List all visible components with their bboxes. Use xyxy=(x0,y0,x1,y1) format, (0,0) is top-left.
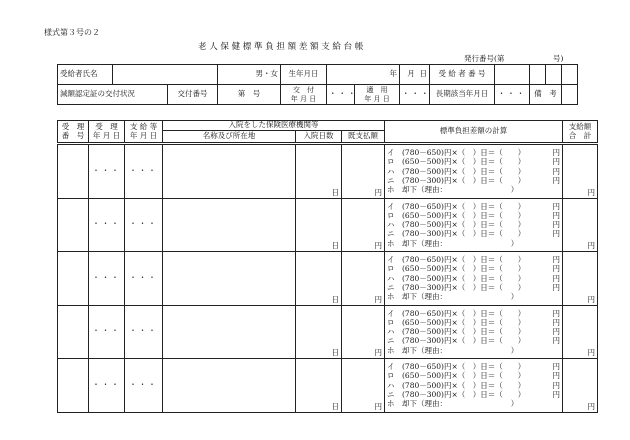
days-cell[interactable]: 日 xyxy=(296,305,342,359)
paid-cell[interactable]: 円 xyxy=(342,359,385,413)
receipt-date-cell[interactable]: ・・・ xyxy=(89,198,125,252)
recipient-number-cell-1[interactable] xyxy=(495,65,530,85)
receipt-number-cell[interactable] xyxy=(58,359,89,413)
apply-date-field[interactable]: ・・・ xyxy=(400,85,430,105)
issue-number-label: 交付番号 xyxy=(168,85,218,105)
recipient-name-field[interactable] xyxy=(113,65,218,85)
receipt-date-cell[interactable]: ・・・ xyxy=(89,359,125,413)
receipt-number-cell[interactable] xyxy=(58,252,89,306)
payment-date-cell[interactable]: ・・・ xyxy=(125,145,163,199)
total-cell[interactable]: 円 xyxy=(563,359,598,413)
calc-line: ホ 却下（理由： ） xyxy=(387,185,519,195)
issue-number-prefix: 発行番号(第 xyxy=(464,54,505,63)
calc-cell[interactable] xyxy=(385,145,563,199)
table-row xyxy=(58,305,598,359)
receipt-date-header: 受 理 年 月 日 xyxy=(89,121,125,143)
table-row xyxy=(58,359,598,413)
days-header: 入院日数 xyxy=(296,131,342,143)
ledger-rows xyxy=(57,144,598,413)
form-number: 様式第３号の２ xyxy=(44,28,100,37)
days-cell[interactable]: 日 xyxy=(296,359,342,413)
ledger-table xyxy=(57,120,598,143)
calc-line: ホ 却下（理由： ） xyxy=(387,238,519,248)
long-term-field[interactable]: ・・・ xyxy=(495,85,530,105)
paid-cell[interactable]: 円 xyxy=(342,198,385,252)
calc-line: ハ (780－500)円×（ ）日＝（ ） 円 xyxy=(387,220,560,230)
remarks-label: 備 考 xyxy=(530,85,562,105)
calc-line: イ (780－650)円×（ ）日＝（ ） 円 xyxy=(387,201,560,211)
hospital-header: 入院をした保険医療機関等 xyxy=(163,121,385,131)
paid-cell[interactable]: 円 xyxy=(342,145,385,199)
calc-cell[interactable] xyxy=(385,198,563,252)
total-cell[interactable]: 円 xyxy=(563,198,598,252)
apply-date-label: 適 用 年 月 日 xyxy=(355,85,400,105)
birth-month-day-field[interactable]: 月 日 xyxy=(400,65,430,85)
calc-cell[interactable] xyxy=(385,252,563,306)
calc-line: ロ (650－500)円×（ ）日＝（ ） 円 xyxy=(387,317,560,327)
paid-header: 既支払額 xyxy=(342,131,385,143)
total-header: 支給額 合 計 xyxy=(563,121,598,143)
receipt-number-cell[interactable] xyxy=(58,198,89,252)
days-cell[interactable]: 日 xyxy=(296,252,342,306)
payment-date-cell[interactable]: ・・・ xyxy=(125,359,163,413)
receipt-date-cell[interactable]: ・・・ xyxy=(89,252,125,306)
calc-line: ニ (780－300)円×（ ）日＝（ ） 円 xyxy=(387,282,560,292)
birth-year-field[interactable]: 年 xyxy=(327,65,400,85)
calc-line: ロ (650－500)円×（ ）日＝（ ） 円 xyxy=(387,210,560,220)
calc-line: ニ (780－300)円×（ ）日＝（ ） 円 xyxy=(387,229,560,239)
remarks-field[interactable] xyxy=(562,85,578,105)
long-term-label: 長期該当年月日 xyxy=(430,85,495,105)
name-address-cell[interactable] xyxy=(163,145,296,199)
days-cell[interactable]: 日 xyxy=(296,198,342,252)
calc-line: ホ 却下（理由： ） xyxy=(387,399,519,409)
name-address-cell[interactable] xyxy=(163,305,296,359)
name-address-cell[interactable] xyxy=(163,198,296,252)
calc-line: ニ (780－300)円×（ ）日＝（ ） 円 xyxy=(387,175,560,185)
calc-cell[interactable] xyxy=(385,305,563,359)
calc-line: ホ 却下（理由： ） xyxy=(387,345,519,355)
issue-date-field[interactable]: ・・・ xyxy=(327,85,355,105)
recipient-name-label: 受給者氏名 xyxy=(58,65,113,85)
total-cell[interactable]: 円 xyxy=(563,305,598,359)
gender-field[interactable]: 男・女 xyxy=(218,65,281,85)
calc-line: ハ (780－500)円×（ ）日＝（ ） 円 xyxy=(387,327,560,337)
calc-line: ハ (780－500)円×（ ）日＝（ ） 円 xyxy=(387,273,560,283)
payment-date-cell[interactable]: ・・・ xyxy=(125,198,163,252)
recipient-info-table xyxy=(57,64,578,105)
days-cell[interactable]: 日 xyxy=(296,145,342,199)
name-address-cell[interactable] xyxy=(163,252,296,306)
calc-line: ロ (650－500)円×（ ）日＝（ ） 円 xyxy=(387,157,560,167)
calc-cell[interactable] xyxy=(385,359,563,413)
payment-date-cell[interactable]: ・・・ xyxy=(125,305,163,359)
calc-line: ハ (780－500)円×（ ）日＝（ ） 円 xyxy=(387,166,560,176)
page-title: 老 人 保 健 標 準 負 担 額 差 額 支 給 台 帳 xyxy=(198,42,364,52)
table-row xyxy=(58,198,598,252)
recipient-number-cell-2[interactable] xyxy=(530,65,546,85)
calc-line: イ (780－650)円×（ ）日＝（ ） 円 xyxy=(387,255,560,265)
issue-number-field[interactable]: 第 号 xyxy=(218,85,281,105)
paid-cell[interactable]: 円 xyxy=(342,252,385,306)
issue-number-suffix: 号) xyxy=(553,54,564,63)
calc-line: ハ (780－500)円×（ ）日＝（ ） 円 xyxy=(387,380,560,390)
issue-date-label: 交 付 年 月 日 xyxy=(281,85,327,105)
table-row xyxy=(58,145,598,199)
total-cell[interactable]: 円 xyxy=(563,252,598,306)
name-address-cell[interactable] xyxy=(163,359,296,413)
calc-line: イ (780－650)円×（ ）日＝（ ） 円 xyxy=(387,362,560,372)
name-address-header: 名称及び所在地 xyxy=(163,131,296,143)
calc-header: 標準負担差額の計算 xyxy=(385,121,563,143)
payment-date-cell[interactable]: ・・・ xyxy=(125,252,163,306)
receipt-number-cell[interactable] xyxy=(58,145,89,199)
receipt-date-cell[interactable]: ・・・ xyxy=(89,305,125,359)
calc-line: ロ (650－500)円×（ ）日＝（ ） 円 xyxy=(387,264,560,274)
receipt-number-cell[interactable] xyxy=(58,305,89,359)
calc-line: ロ (650－500)円×（ ）日＝（ ） 円 xyxy=(387,371,560,381)
calc-line: ニ (780－300)円×（ ）日＝（ ） 円 xyxy=(387,336,560,346)
birth-date-label: 生年月日 xyxy=(281,65,327,85)
recipient-number-cell-3[interactable] xyxy=(546,65,562,85)
total-cell[interactable]: 円 xyxy=(563,145,598,199)
paid-cell[interactable]: 円 xyxy=(342,305,385,359)
receipt-date-cell[interactable]: ・・・ xyxy=(89,145,125,199)
recipient-number-cell-4[interactable] xyxy=(562,65,578,85)
calc-line: ホ 却下（理由： ） xyxy=(387,292,519,302)
table-row xyxy=(58,252,598,306)
calc-line: イ (780－650)円×（ ）日＝（ ） 円 xyxy=(387,148,560,158)
payment-date-header: 支 給 等 年 月 日 xyxy=(125,121,163,143)
reduction-issue-label: 減額認定証の交付状況 xyxy=(58,85,168,105)
recipient-number-label: 受 給 者 番 号 xyxy=(430,65,495,85)
calc-line: イ (780－650)円×（ ）日＝（ ） 円 xyxy=(387,308,560,318)
receipt-number-header: 受 理 番 号 xyxy=(58,121,89,143)
calc-line: ニ (780－300)円×（ ）日＝（ ） 円 xyxy=(387,389,560,399)
